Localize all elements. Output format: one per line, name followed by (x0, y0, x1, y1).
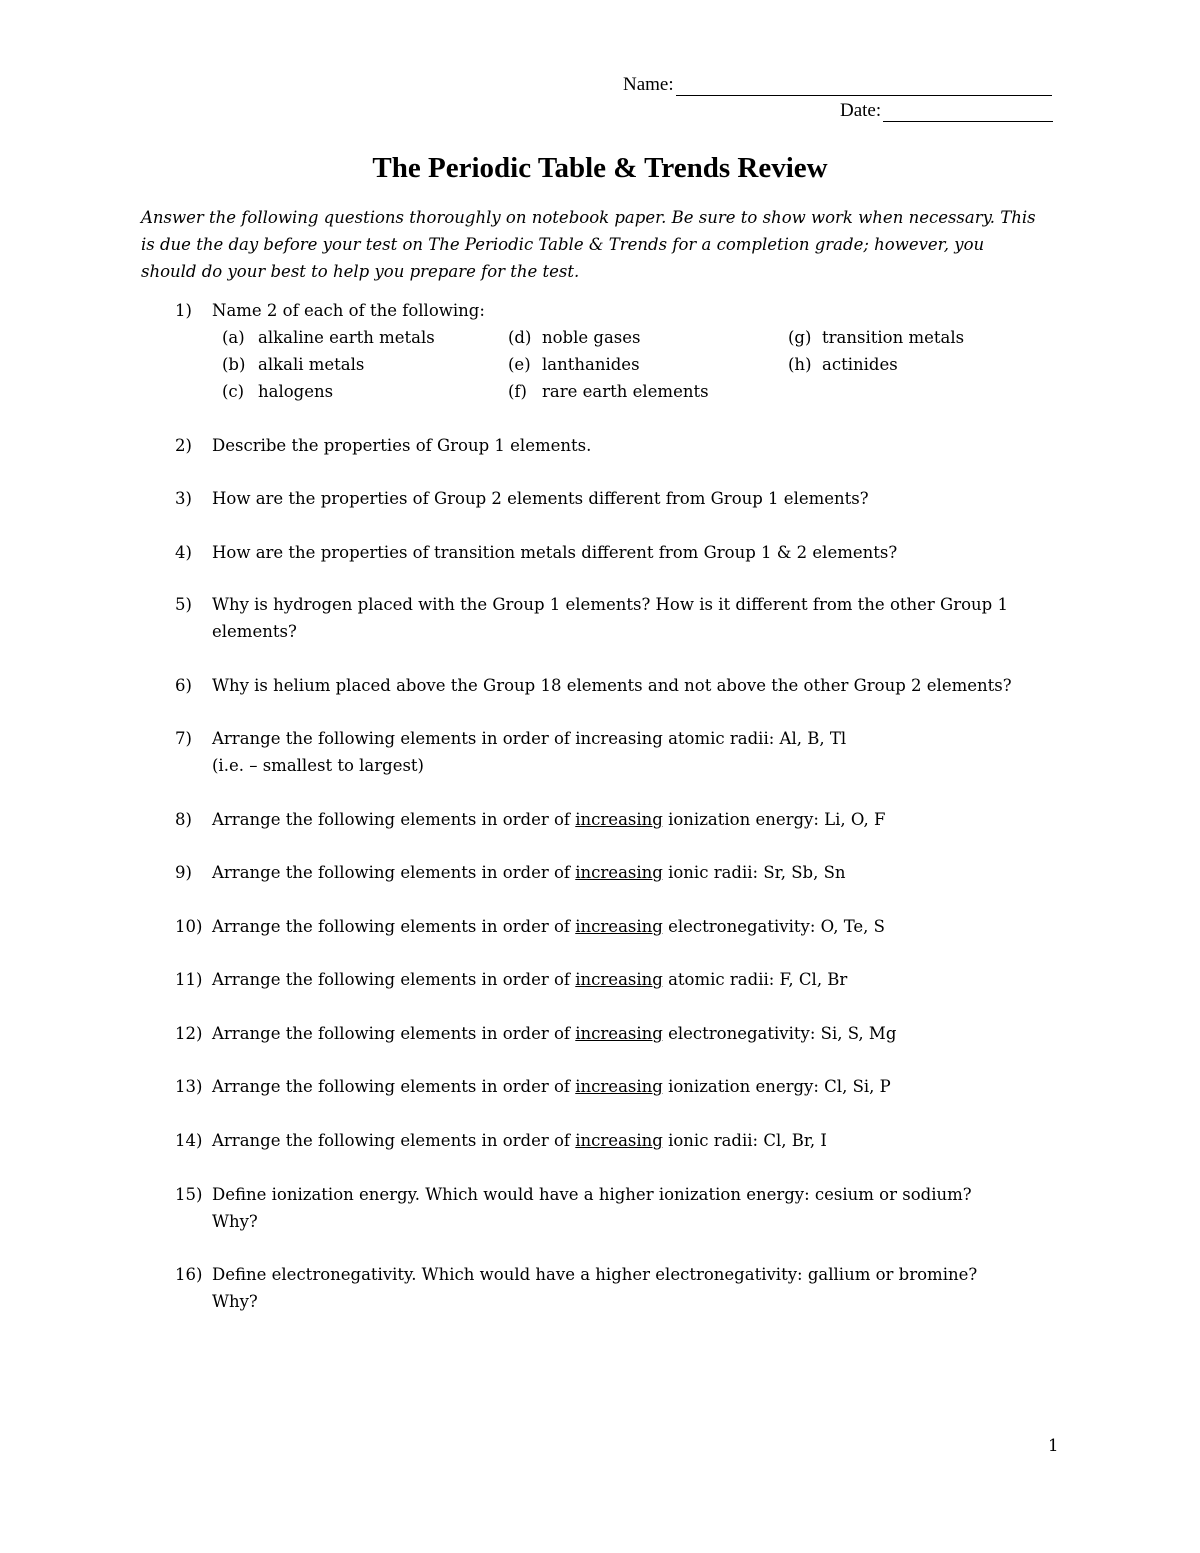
question-text: How are the properties of transition metals different from Group 1 & 2 elements? (212, 543, 898, 562)
item-label: (c) (222, 382, 245, 401)
question-number: 11) (175, 970, 203, 989)
question-line: Define electronegativity. Which would have a higher electronegativity: gallium or bromine? (212, 1265, 978, 1284)
page-number: 1 (1048, 1436, 1059, 1455)
question-suffix: ionic radii: Sr, Sb, Sn (668, 863, 846, 882)
question-suffix: ionic radii: Cl, Br, I (668, 1131, 827, 1150)
question-number: 10) (175, 917, 203, 936)
question-text (212, 913, 1052, 940)
question-number: 5) (175, 595, 192, 614)
question-suffix: electronegativity: O, Te, S (668, 917, 885, 936)
question-continuation: elements? (212, 622, 297, 641)
question-text (212, 725, 1052, 779)
question-text (212, 591, 1052, 645)
underlined-keyword: increasing (575, 1131, 663, 1150)
item-text: alkali metals (258, 355, 365, 374)
instructions: Answer the following questions thoroughly on notebook paper. Be sure to show work when necessary. This is due the day before your test on The Periodic Table & Trends for a completion grade; however, you should do your best to help you prepare for the test. (141, 208, 1036, 281)
question-prefix: Arrange the following elements in order of (212, 1024, 571, 1043)
underlined-keyword: increasing (575, 917, 663, 936)
item-text: actinides (822, 355, 898, 374)
question-number: 15) (175, 1185, 203, 1204)
question-continuation: Why? (212, 1212, 258, 1231)
question-prefix: Arrange the following elements in order of (212, 863, 571, 882)
question-prefix: Arrange the following elements in order of (212, 1131, 571, 1150)
item-text: halogens (258, 382, 334, 401)
question-prefix: Arrange the following elements in order of (212, 1077, 571, 1096)
question-line: Define ionization energy. Which would have a higher ionization energy: cesium or sodium? (212, 1185, 972, 1204)
question-text (212, 1181, 1052, 1235)
item-label: (d) (508, 328, 532, 347)
underlined-keyword: increasing (575, 810, 663, 829)
question-text: How are the properties of Group 2 elements different from Group 1 elements? (212, 489, 869, 508)
question-text (212, 859, 1052, 886)
question-number: 6) (175, 676, 192, 695)
date-field (840, 100, 1053, 122)
question-text (212, 966, 1052, 993)
question-number: 7) (175, 729, 192, 748)
question-text (212, 1261, 1052, 1315)
question-line: Why is hydrogen placed with the Group 1 elements? How is it different from the other Group 1 (212, 595, 1008, 614)
underlined-keyword: increasing (575, 1024, 663, 1043)
item-label: (e) (508, 355, 531, 374)
question-prefix: Arrange the following elements in order of (212, 917, 571, 936)
question-number: 14) (175, 1131, 203, 1150)
question-number: 3) (175, 489, 192, 508)
question-number: 16) (175, 1265, 203, 1284)
question-text (212, 1020, 1052, 1047)
name-label: Name: (623, 74, 674, 95)
question-number: 2) (175, 436, 192, 455)
item-label: (a) (222, 328, 245, 347)
item-text: lanthanides (542, 355, 640, 374)
question-continuation: Why? (212, 1292, 258, 1311)
question-number: 13) (175, 1077, 203, 1096)
item-label: (b) (222, 355, 246, 374)
item-label: (g) (788, 328, 812, 347)
question-line: Arrange the following elements in order of increasing atomic radii: Al, B, Tl (212, 729, 847, 748)
question-suffix: ionization energy: Cl, Si, P (668, 1077, 891, 1096)
question-text (212, 1073, 1052, 1100)
question-number: 12) (175, 1024, 203, 1043)
date-label: Date: (840, 100, 882, 121)
name-blank (676, 75, 1052, 96)
question-number: 1) (175, 301, 192, 320)
question-number: 8) (175, 810, 192, 829)
question-text (212, 806, 1052, 833)
question-prefix: Arrange the following elements in order of (212, 970, 571, 989)
question-number: 9) (175, 863, 192, 882)
question-suffix: electronegativity: Si, S, Mg (668, 1024, 897, 1043)
question-text: Name 2 of each of the following: (212, 301, 485, 320)
item-text: rare earth elements (542, 382, 709, 401)
item-text: transition metals (822, 328, 965, 347)
question-prefix: Arrange the following elements in order of (212, 810, 571, 829)
question-text (212, 1127, 1052, 1154)
question-continuation: (i.e. – smallest to largest) (212, 756, 424, 775)
item-label: (h) (788, 355, 812, 374)
name-field (623, 74, 1052, 96)
question-suffix: atomic radii: F, Cl, Br (668, 970, 848, 989)
underlined-keyword: increasing (575, 970, 663, 989)
underlined-keyword: increasing (575, 863, 663, 882)
underlined-keyword: increasing (575, 1077, 663, 1096)
question-text: Describe the properties of Group 1 elements. (212, 436, 592, 455)
page-title: The Periodic Table & Trends Review (372, 152, 828, 184)
question-number: 4) (175, 543, 192, 562)
question-suffix: ionization energy: Li, O, F (668, 810, 886, 829)
item-label: (f) (508, 382, 527, 401)
item-text: alkaline earth metals (258, 328, 435, 347)
item-text: noble gases (542, 328, 641, 347)
date-blank (883, 101, 1053, 122)
question-text: Why is helium placed above the Group 18 elements and not above the other Group 2 elements? (212, 676, 1012, 695)
